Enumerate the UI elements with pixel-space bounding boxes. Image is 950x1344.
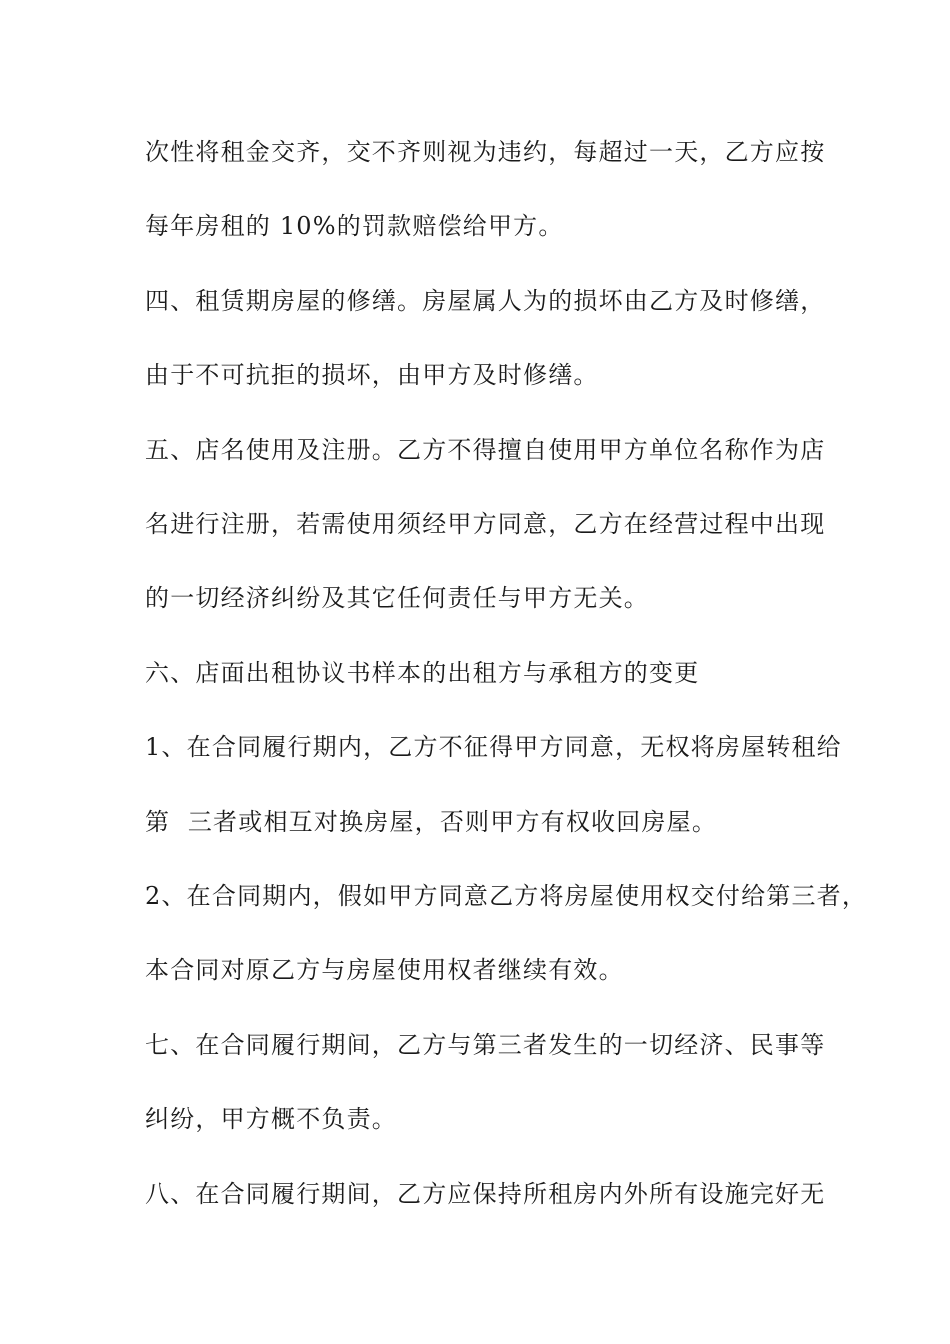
text-line: 四、租赁期房屋的修缮。房屋属人为的损坏由乙方及时修缮， — [145, 287, 826, 315]
text-line: 1、在合同履行期内，乙方不征得甲方同意，无权将房屋转租给 — [145, 733, 842, 761]
text-line: 五、店名使用及注册。乙方不得擅自使用甲方单位名称作为店 — [145, 436, 826, 464]
text-line: 名进行注册，若需使用须经甲方同意，乙方在经营过程中出现 — [145, 510, 826, 538]
text-line: 由于不可抗拒的损坏，由甲方及时修缮。 — [145, 361, 599, 389]
text-line: 第 三者或相互对换房屋，否则甲方有权收回房屋。 — [145, 808, 718, 836]
text-line: 次性将租金交齐，交不齐则视为违约，每超过一天，乙方应按 — [145, 138, 826, 166]
text-line: 2、在合同期内，假如甲方同意乙方将房屋使用权交付给第三者， — [145, 882, 868, 910]
text-line: 每年房租的 10%的罚款赔偿给甲方。 — [145, 212, 564, 240]
text-line: 六、店面出租协议书样本的出租方与承租方的变更 — [145, 659, 700, 687]
text-line: 纠纷，甲方概不负责。 — [145, 1105, 397, 1133]
text-line: 七、在合同履行期间，乙方与第三者发生的一切经济、民事等 — [145, 1031, 826, 1059]
text-line: 八、在合同履行期间，乙方应保持所租房内外所有设施完好无 — [145, 1180, 826, 1208]
text-line: 的一切经济纠纷及其它任何责任与甲方无关。 — [145, 584, 649, 612]
text-line: 本合同对原乙方与房屋使用权者继续有效。 — [145, 956, 624, 984]
